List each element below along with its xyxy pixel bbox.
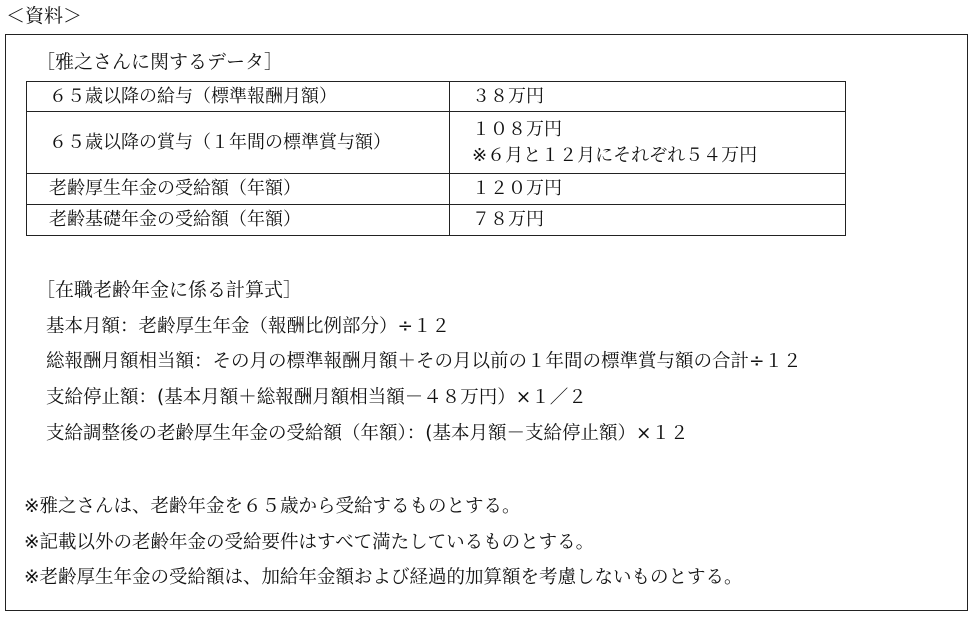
data-table <box>26 81 846 236</box>
note-line: ※老齢厚生年金の受給額は、加給年金額および経過的加算額を考慮しないものとする。 <box>24 567 743 588</box>
row-value: ３８万円 <box>450 82 846 112</box>
row-label: ６５歳以降の給与（標準報酬月額） <box>27 82 450 112</box>
formula-line: 支給調整後の老齢厚生年金の受給額（年額）：(基本月額－支給停止額）×１２ <box>46 423 689 444</box>
formula-line: 総報酬月額相当額：その月の標準報酬月額＋その月以前の１年間の標準賞与額の合計÷１２ <box>46 351 802 372</box>
row-label: 老齢基礎年金の受給額（年額） <box>27 205 450 236</box>
formula-section-title: ［在職老齢年金に係る計算式］ <box>36 279 303 301</box>
formula-line: 支給停止額：(基本月額＋総報酬月額相当額－４８万円）×１／２ <box>46 387 587 408</box>
table-row <box>27 205 846 236</box>
row-value: １２０万円 <box>450 174 846 205</box>
row-value-line: １０８万円 <box>472 118 562 140</box>
row-label: 老齢厚生年金の受給額（年額） <box>27 174 450 205</box>
row-label: ６５歳以降の賞与（１年間の標準賞与額） <box>27 112 450 174</box>
document-label: ＜資料＞ <box>6 5 83 27</box>
table-row <box>27 112 846 174</box>
table-row <box>27 82 846 112</box>
material-frame <box>5 34 968 611</box>
note-line: ※記載以外の老齢年金の受給要件はすべて満たしているものとする。 <box>24 532 595 553</box>
data-section-title: ［雅之さんに関するデータ］ <box>36 51 284 73</box>
note-line: ※雅之さんは、老齢年金を６５歳から受給するものとする。 <box>24 496 521 517</box>
row-value: ７８万円 <box>450 205 846 236</box>
row-value <box>450 112 846 174</box>
table-row <box>27 174 846 205</box>
formula-line: 基本月額：老齢厚生年金（報酬比例部分）÷１２ <box>46 316 451 337</box>
row-value-note: ※６月と１２月にそれぞれ５４万円 <box>472 144 758 166</box>
